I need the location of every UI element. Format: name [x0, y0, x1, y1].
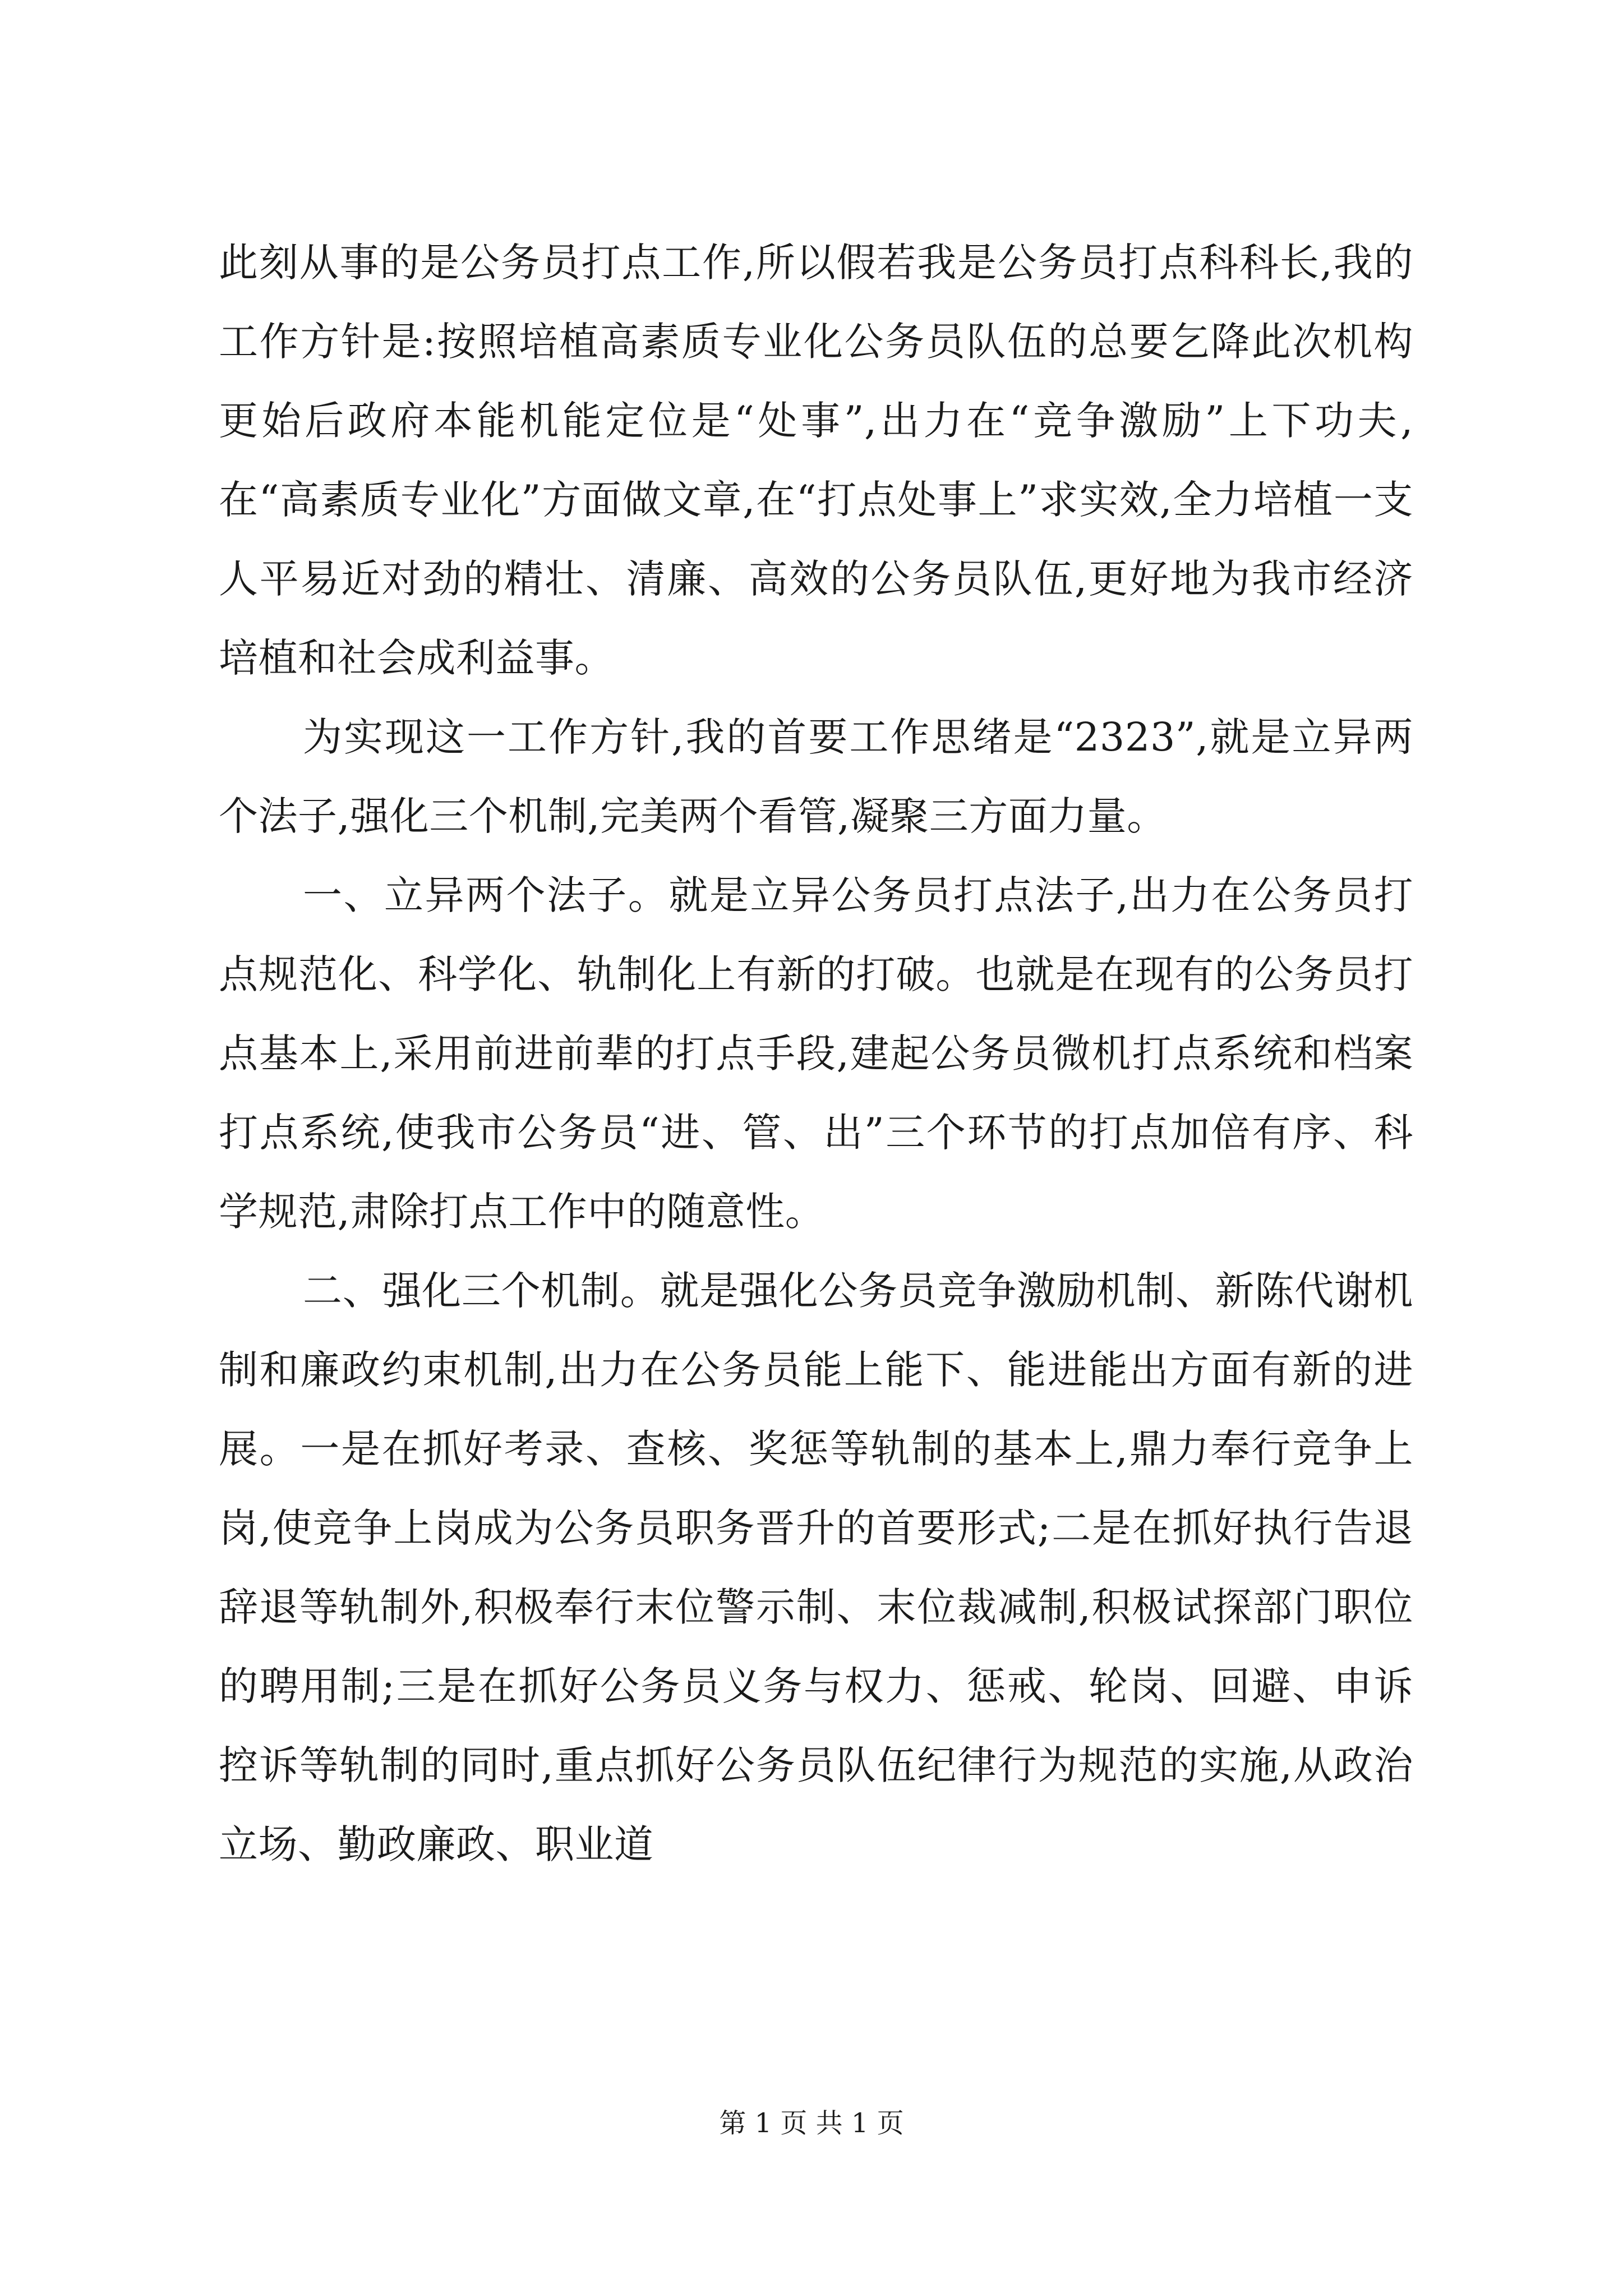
page-number-footer: 第 1 页 共 1 页 — [719, 2108, 904, 2139]
paragraph-2: 为实现这一工作方针,我的首要工作思绪是“2323”,就是立异两个法子,强化三个机制,完美两个看管,凝聚三方面力量。 — [219, 714, 1413, 839]
paragraph-3: 一、立异两个法子。就是立异公务员打点法子,出力在公务员打点规范化、科学化、轨制化上有新的打破。也就是在现有的公务员打点基本上,采用前进前辈的打点手段,建起公务员微机打点系统和档案打点系统,使我市公务员“进、管、出”三个环节的打点加倍有序、科学规范,肃除打点工作中的随意性。 — [219, 872, 1413, 1235]
paragraph-1: 此刻从事的是公务员打点工作,所以假若我是公务员打点科科长,我的工作方针是:按照培植高素质专业化公务员队伍的总要乞降此次机构更始后政府本能机能定位是“处事”,出力在“竞争激励”上下功夫,在“高素质专业化”方面做文章,在“打点处事上”求实效,全力培植一支人平易近对劲的精壮、清廉、高效的公务员队伍,更好地为我市经济培植和社会成利益事。 — [219, 240, 1414, 681]
document-body — [219, 223, 1413, 1884]
paragraph-4: 二、强化三个机制。就是强化公务员竞争激励机制、新陈代谢机制和廉政约束机制,出力在公务员能上能下、能进能出方面有新的进展。一是在抓好考录、查核、奖惩等轨制的基本上,鼎力奉行竞争上岗,使竞争上岗成为公务员职务晋升的首要形式;二是在抓好执行告退辞退等轨制外,积极奉行末位警示制、末位裁减制,积极试探部门职位的聘用制;三是在抓好公务员义务与权力、惩戒、轮岗、回避、申诉控诉等轨制的同时,重点抓好公务员队伍纪律行为规范的实施,从政治立场、勤政廉政、职业道 — [219, 1268, 1413, 1867]
